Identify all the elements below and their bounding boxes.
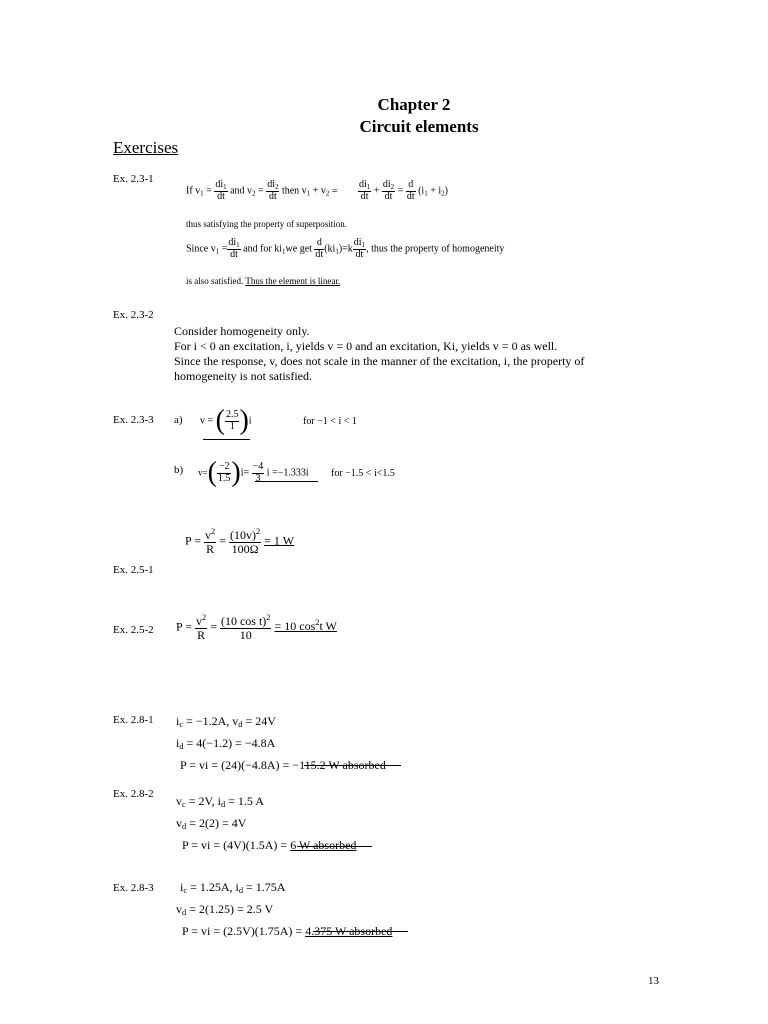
underline <box>255 481 318 482</box>
ex-2-3-2-text: Consider homogeneity only. For i < 0 an excitation, i, yields v = 0 and an excitation, Ki, yields v = 0 as well. Since the response, v, does not scale in the manner of the excitation, i, the property of homogeneity is not satisfied. <box>174 324 585 383</box>
exercise-label-2-3-1: Ex. 2.3-1 <box>113 173 154 185</box>
result-cos: = 10 $\cos^2t$ W <box>274 618 337 634</box>
fraction: $\frac{(10 \cos t)^2}{10}$ <box>220 613 271 642</box>
fraction: $\frac{v^2}{R}$ <box>196 613 207 642</box>
underline <box>313 931 408 932</box>
fraction: $\frac{di_2}{dt}$ <box>267 179 279 203</box>
ex-2-3-1-line-4: is also satisfied. Thus the element is linear. <box>186 276 341 286</box>
fraction: $\frac{-2}{1.5}$ <box>217 461 231 484</box>
ex-2-8-2-text: $v_c = 2V$, $i_d = 1.5$ A $v_d = 2(2) = 4V$ P = vi = (4V)(1.5A) = 6 W absorbed <box>176 794 357 852</box>
ex-2-8-1-text: $i_c = -1.2A$, $v_d = 24V$ $i_d = 4(-1.2) = -4.8A$ P = vi = (24)(−4.8A) = −115.2 W absorbed <box>176 714 386 772</box>
chapter-number: Chapter 2 <box>377 95 451 114</box>
ex-2-5-1-equation: P = $\frac{v^2}{R}$ = $\frac{(10v)^2}{100\Omega}$ = 1 W <box>185 527 295 556</box>
ex-2-8-3-text: $i_c = 1.25A$, $i_d = 1.75A$ $v_d = 2(1.25) = 2.5$ V P = vi = (2.5V)(1.75A) = 4.375 W absorbed <box>176 880 393 938</box>
underline <box>203 439 250 440</box>
chapter-heading <box>0 95 768 115</box>
ex-2-3-3-a-equation: v = ( $\frac{2.5}{1}$ )i <box>200 405 252 436</box>
ex-2-3-1-line-1: If $v_1$ = $\frac{di_1}{dt}$ and $v_2$ = $\frac{di_2}{dt}$ then $v_1 + v_2$ = $\frac{di_1}{dt}$ + $\frac{di_2}{dt}$ = $\frac{d}{dt}$ $(i_1 + i_2)$ <box>186 179 448 203</box>
ex-2-3-3-b-equation: v=( $\frac{-2}{1.5}$ )i= $\frac{-4}{3}$ i =−1.333i <box>198 457 309 488</box>
exercise-label-2-5-1: Ex. 2.5-1 <box>113 564 154 576</box>
ex-2-3-1-line-3: Since $v_1$ = $\frac{di_1}{dt}$ and for $ki_1we$ get $\frac{d}{dt}$ $(ki_1)=k$ $\frac{di_1}{dt}$ , thus the property of homogeneity <box>186 237 505 261</box>
underline <box>304 765 401 766</box>
chapter-title: Circuit elements <box>359 117 479 136</box>
result-absorbed: 115.2 W absorbed <box>299 758 386 772</box>
exercise-label-2-8-3: Ex. 2.8-3 <box>113 882 154 894</box>
section-heading: Exercises <box>113 138 179 157</box>
ex-2-5-2-equation: P = $\frac{v^2}{R}$ = $\frac{(10 \cos t)^2}{10}$ = 10 $\cos^2t$ W <box>176 613 337 642</box>
exercise-label-2-8-1: Ex. 2.8-1 <box>113 714 154 726</box>
fraction: $\frac{di_1}{dt}$ <box>358 179 371 203</box>
ex-2-3-3-a-condition: for −1 < i < 1 <box>303 416 357 427</box>
fraction: $\frac{di_1}{dt}$ <box>353 237 366 261</box>
fraction: $\frac{di_1}{dt}$ <box>215 179 227 203</box>
fraction: $\frac{di_2}{dt}$ <box>382 179 395 203</box>
ex-2-3-1-line-2: thus satisfying the property of superposition. <box>186 219 347 229</box>
result-absorbed: 4.375 W absorbed <box>305 924 393 938</box>
underline <box>297 846 372 847</box>
exercise-label-2-5-2: Ex. 2.5-2 <box>113 624 154 636</box>
result-absorbed: 6 W absorbed <box>290 838 357 852</box>
part-a-label: a) <box>174 414 183 426</box>
fraction: $\frac{2.5}{1}$ <box>225 409 239 432</box>
exercise-label-2-3-3: Ex. 2.3-3 <box>113 414 154 426</box>
fraction: $\frac{(10v)^2}{100\Omega}$ <box>229 527 261 556</box>
conclusion-linear: Thus the element is linear. <box>245 276 341 286</box>
exercise-label-2-8-2: Ex. 2.8-2 <box>113 788 154 800</box>
exercise-label-2-3-2: Ex. 2.3-2 <box>113 309 154 321</box>
fraction: $\frac{d}{dt}$ <box>315 237 324 260</box>
fraction: $\frac{-4}{3}$ <box>252 461 264 484</box>
ex-2-3-3-b-condition: for −1.5 < i<1.5 <box>331 468 395 479</box>
part-b-label: b) <box>174 464 184 476</box>
fraction: $\frac{di_1}{dt}$ <box>228 237 240 261</box>
result-1w: = 1 W <box>264 533 295 548</box>
fraction: $\frac{v^2}{R}$ <box>205 527 216 556</box>
page-number: 13 <box>648 975 659 987</box>
fraction: $\frac{d}{dt}$ <box>406 179 415 202</box>
chapter-subtitle <box>0 117 768 137</box>
